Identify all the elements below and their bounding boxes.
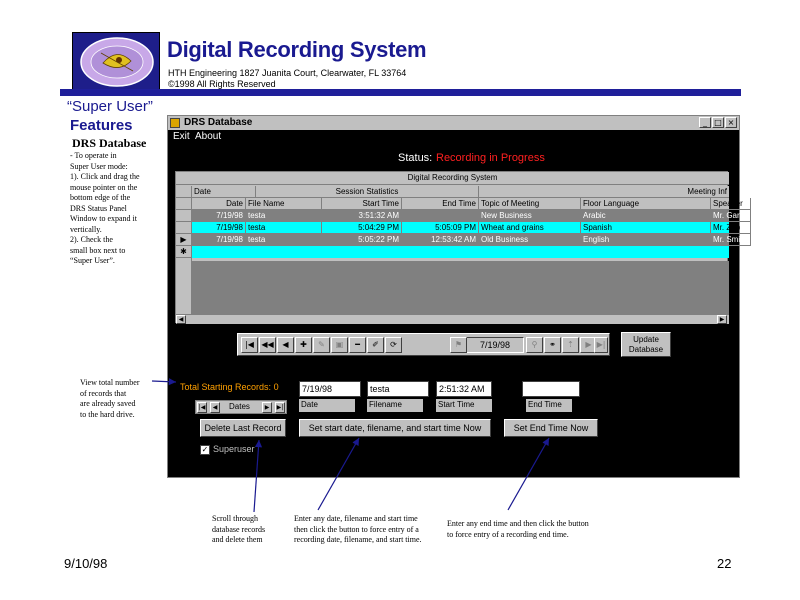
- next-record-icon[interactable]: ▶: [580, 337, 597, 353]
- bookmark-icon[interactable]: ⚑: [450, 337, 467, 353]
- date-field-label: Date: [299, 399, 355, 412]
- instructions-text: - To operate in Super User mode: 1). Click and drag the mouse pointer on the bottom edge of the DRS Status Panel Window to expand it vertically. 2). Check the small box next to “Super User”.: [70, 151, 140, 265]
- cell-date[interactable]: 7/19/98: [192, 210, 246, 222]
- first-record-icon[interactable]: |◀: [241, 337, 258, 353]
- col-file-name[interactable]: File Name: [246, 198, 322, 210]
- note-enter-end: Enter any end time and then click the button to force entry of a recording end time.: [447, 519, 589, 539]
- cell-topic[interactable]: New Business: [479, 210, 581, 222]
- footer-date: 9/10/98: [64, 556, 108, 571]
- arrow-to-total-records: [152, 381, 176, 382]
- menu-about[interactable]: About: [195, 131, 222, 142]
- maximize-button[interactable]: □: [712, 117, 724, 128]
- superuser-label: Superuser: [213, 444, 255, 454]
- col-start-time[interactable]: Start Time: [322, 198, 402, 210]
- scroller-prev-icon[interactable]: ◀: [210, 402, 220, 413]
- update-label-line1: Update: [633, 335, 659, 344]
- current-record-date: 7/19/98: [466, 337, 524, 353]
- slide-title-line1: “Super User”: [67, 98, 153, 115]
- cell-topic[interactable]: Wheat and grains: [479, 222, 581, 234]
- scroll-right-icon[interactable]: ▶: [717, 315, 727, 324]
- header-address: HTH Engineering 1827 Juanita Court, Clearwater, FL 33764: [168, 68, 407, 78]
- col-speaker[interactable]: Speaker: [711, 198, 751, 210]
- col-date[interactable]: Date: [192, 198, 246, 210]
- update-label-line2: Database: [628, 345, 664, 354]
- cell-end[interactable]: 12:53:42 AM: [402, 234, 479, 246]
- save-icon[interactable]: ▣: [331, 337, 348, 353]
- status-value: Recording in Progress: [436, 152, 545, 164]
- total-records-value: 0: [273, 382, 279, 392]
- start-time-field-label: Start Time: [436, 399, 492, 412]
- note-scroll-records: Scroll through database records and delete them: [212, 514, 266, 544]
- scroller-value: Dates: [227, 402, 267, 413]
- rewind-icon[interactable]: ◀◀: [259, 337, 276, 353]
- edit-icon[interactable]: ✐: [367, 337, 384, 353]
- filename-field[interactable]: testa: [367, 381, 429, 397]
- header-copyright: ©1998 All Rights Reserved: [168, 79, 276, 89]
- close-button[interactable]: ×: [725, 117, 737, 128]
- cell-topic[interactable]: Old Business: [479, 234, 581, 246]
- minimize-button[interactable]: _: [699, 117, 711, 128]
- slide-title-line2: Features: [70, 117, 133, 134]
- col-topic[interactable]: Topic of Meeting: [479, 198, 581, 210]
- cell-file[interactable]: testa: [246, 222, 322, 234]
- superuser-checkbox[interactable]: ✓: [201, 445, 209, 454]
- group-header-session: Session Statistics: [256, 186, 479, 198]
- cell-start[interactable]: 5:04:29 PM: [322, 222, 402, 234]
- cell-speaker[interactable]: Mr. Zep: [711, 222, 751, 234]
- total-records-text: Total Starting Records:: [180, 382, 272, 392]
- arrow-to-set-end-button: [508, 438, 549, 510]
- add-record-icon[interactable]: ✚: [295, 337, 312, 353]
- header-title: Digital Recording System: [167, 37, 427, 62]
- note-view-total: View total number of records that are already saved to the hard drive.: [80, 378, 140, 419]
- find-icon[interactable]: ⚭: [544, 337, 561, 353]
- sort-ascending-icon[interactable]: ⇡: [562, 337, 579, 353]
- delete-icon[interactable]: ━: [349, 337, 366, 353]
- cell-language[interactable]: Arabic: [581, 210, 711, 222]
- current-row-indicator[interactable]: ▶: [176, 234, 192, 246]
- col-end-time[interactable]: End Time: [402, 198, 479, 210]
- cell-speaker[interactable]: Mr. Smit: [711, 234, 751, 246]
- last-record-icon[interactable]: ▶|: [594, 337, 608, 353]
- cancel-icon[interactable]: ✎: [313, 337, 330, 353]
- cell-date[interactable]: 7/19/98: [192, 222, 246, 234]
- status-label: Status:: [398, 152, 433, 164]
- refresh-icon[interactable]: ⟳: [385, 337, 402, 353]
- filename-field-label: Filename: [367, 399, 423, 412]
- menu-exit[interactable]: Exit: [173, 131, 190, 142]
- cell-start[interactable]: 5:05:22 PM: [322, 234, 402, 246]
- arrow-to-set-start-button: [318, 438, 359, 510]
- previous-record-icon[interactable]: ◀: [277, 337, 294, 353]
- cell-speaker[interactable]: Mr. Garf: [711, 210, 751, 222]
- cell-file[interactable]: testa: [246, 234, 322, 246]
- grid-caption: Digital Recording System: [176, 172, 729, 185]
- filter-icon[interactable]: ⚲: [526, 337, 543, 353]
- cell-file[interactable]: testa: [246, 210, 322, 222]
- group-header-date: Date: [192, 186, 256, 198]
- delete-last-record-button[interactable]: Delete Last Record: [200, 419, 286, 437]
- section-heading: DRS Database: [72, 136, 147, 150]
- note-enter-start: Enter any date, filename and start time then click the button to force entry of a recording date, filename, and start time.: [294, 514, 422, 544]
- cell-end[interactable]: 5:05:09 PM: [402, 222, 479, 234]
- set-end-time-now-button[interactable]: Set End Time Now: [504, 419, 598, 437]
- arrow-to-delete-button: [254, 440, 259, 512]
- cell-language[interactable]: Spanish: [581, 222, 711, 234]
- window-title: DRS Database: [184, 117, 253, 128]
- start-time-field[interactable]: 2:51:32 AM: [436, 381, 492, 397]
- cell-start[interactable]: 3:51:32 AM: [322, 210, 402, 222]
- group-header-meeting: Meeting Inf: [479, 186, 729, 198]
- date-field[interactable]: 7/19/98: [299, 381, 361, 397]
- footer-page-number: 22: [717, 556, 732, 571]
- end-time-field-label: End Time: [526, 399, 572, 412]
- set-start-now-button[interactable]: Set start date, filename, and start time Now: [299, 419, 491, 437]
- cell-language[interactable]: English: [581, 234, 711, 246]
- col-floor-language[interactable]: Floor Language: [581, 198, 711, 210]
- new-record-indicator[interactable]: ✱: [176, 246, 192, 258]
- scroll-left-icon[interactable]: ◀: [176, 315, 186, 324]
- scroller-last-icon[interactable]: ▶|: [276, 404, 284, 411]
- scroller-next-icon[interactable]: ▶: [262, 402, 272, 413]
- cell-date[interactable]: 7/19/98: [192, 234, 246, 246]
- scroller-first-icon[interactable]: |◀: [198, 404, 206, 411]
